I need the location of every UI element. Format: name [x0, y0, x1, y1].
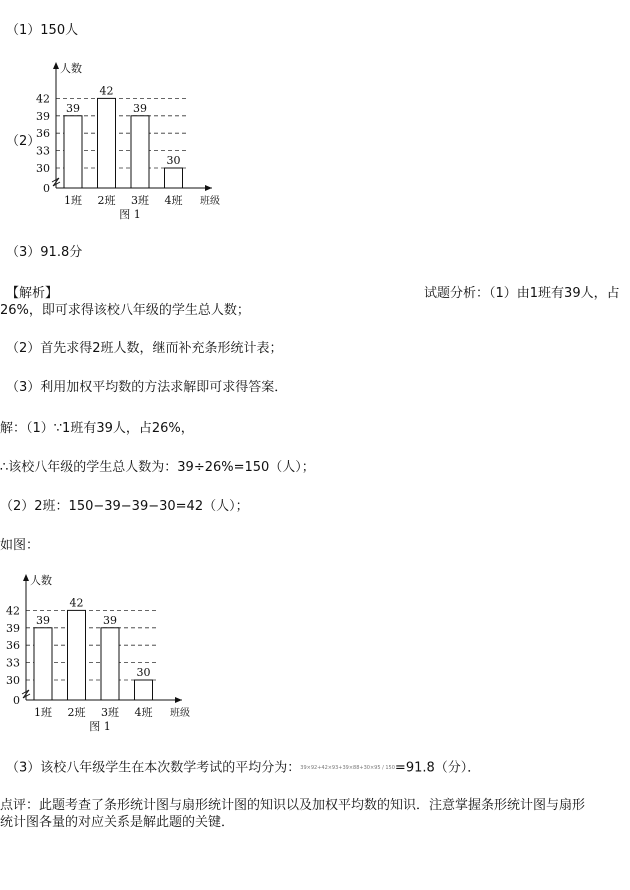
x-category-label: 2班 — [97, 194, 116, 207]
solution-line-5 — [6, 759, 480, 778]
x-category-label: 4班 — [164, 194, 183, 207]
bar-value-label: 30 — [166, 154, 181, 167]
y-axis-label: 人数 — [60, 62, 82, 75]
bar-value-label: 39 — [66, 101, 80, 115]
bar-value-label: 42 — [99, 84, 114, 98]
y-tick-label: 36 — [6, 639, 20, 653]
analysis-intro: 试题分析：（1）由1班有39人，占 — [424, 286, 620, 301]
bar — [64, 116, 82, 188]
x-axis-label: 班级 — [200, 196, 220, 207]
bar — [68, 610, 86, 700]
x-category-label: 3班 — [101, 706, 119, 719]
y-tick-label: 36 — [36, 127, 50, 141]
y-tick-label: 39 — [6, 621, 20, 635]
bar — [101, 628, 119, 700]
bar-value-label: 39 — [103, 613, 117, 627]
analysis-step-3: （3）利用加权平均数的方法求解即可求得答案． — [6, 380, 288, 395]
bar-value-label: 30 — [136, 666, 151, 679]
y-axis-label: 人数 — [30, 574, 52, 587]
y-tick-label: 30 — [6, 674, 20, 687]
y-axis-arrow — [53, 62, 59, 69]
x-category-label: 2班 — [67, 706, 86, 719]
analysis-continued: 26%，即可求得该校八年级的学生总人数； — [0, 303, 250, 318]
y-tick-label: 42 — [6, 604, 20, 618]
solution-5-prefix: （3）该校八年级学生在本次数学考试的平均分为： — [6, 760, 301, 776]
solution-line-4: 如图： — [0, 538, 40, 553]
bar-value-label: 39 — [36, 613, 50, 627]
comment-line-2: 统计图各量的对应关系是解此题的关键． — [0, 815, 235, 830]
bar — [131, 116, 149, 188]
weighted-average-formula: 39×92+42×93+39×88+30×95 / 150 — [300, 765, 395, 771]
x-axis-label: 班级 — [170, 708, 190, 719]
solution-line-1: 解：（1）∵1班有39人，占26%， — [0, 421, 194, 436]
y-axis-arrow — [23, 574, 29, 581]
y-tick-label: 33 — [36, 144, 50, 158]
analysis-step-2: （2）首先求得2班人数，继而补充条形统计表； — [6, 341, 283, 356]
x-category-label: 3班 — [131, 194, 149, 207]
bar-chart-2 — [0, 572, 205, 737]
x-category-label: 1班 — [64, 194, 82, 207]
y-tick-label: 30 — [36, 162, 50, 175]
answer-2-label: （2） — [6, 134, 41, 149]
bar — [34, 628, 52, 700]
y-tick-label: 0 — [43, 182, 50, 195]
bar — [98, 98, 116, 188]
figure-caption: 图 1 — [119, 208, 141, 221]
comment-line-1: 点评：此题考查了条形统计图与扇形统计图的知识以及加权平均数的知识．注意掌握条形统计图与扇形 — [0, 798, 586, 813]
x-axis-arrow — [175, 697, 182, 703]
bar — [165, 168, 183, 188]
axis-break-mark — [22, 690, 30, 698]
y-tick-label: 0 — [13, 694, 20, 707]
answer-1: （1）150人 — [6, 23, 79, 38]
y-tick-label: 39 — [36, 109, 50, 123]
x-category-label: 4班 — [134, 706, 153, 719]
solution-line-2: ∴该校八年级的学生总人数为：39÷26%=150（人）； — [0, 460, 315, 475]
y-tick-label: 42 — [36, 92, 50, 106]
bar-chart-1 — [30, 60, 235, 225]
analysis-label: 【解析】 — [6, 286, 59, 301]
solution-5-suffix: =91.8（分）． — [394, 760, 481, 776]
bar — [135, 680, 153, 700]
bar-value-label: 42 — [69, 596, 84, 610]
figure-caption: 图 1 — [89, 720, 111, 733]
solution-line-3: （2）2班：150−39−39−30=42（人）； — [0, 499, 249, 514]
x-axis-arrow — [205, 185, 212, 191]
axis-break-mark — [52, 178, 60, 186]
y-tick-label: 33 — [6, 656, 20, 670]
bar-value-label: 39 — [133, 101, 147, 115]
answer-3: （3）91.8分 — [6, 245, 83, 260]
x-category-label: 1班 — [34, 706, 52, 719]
